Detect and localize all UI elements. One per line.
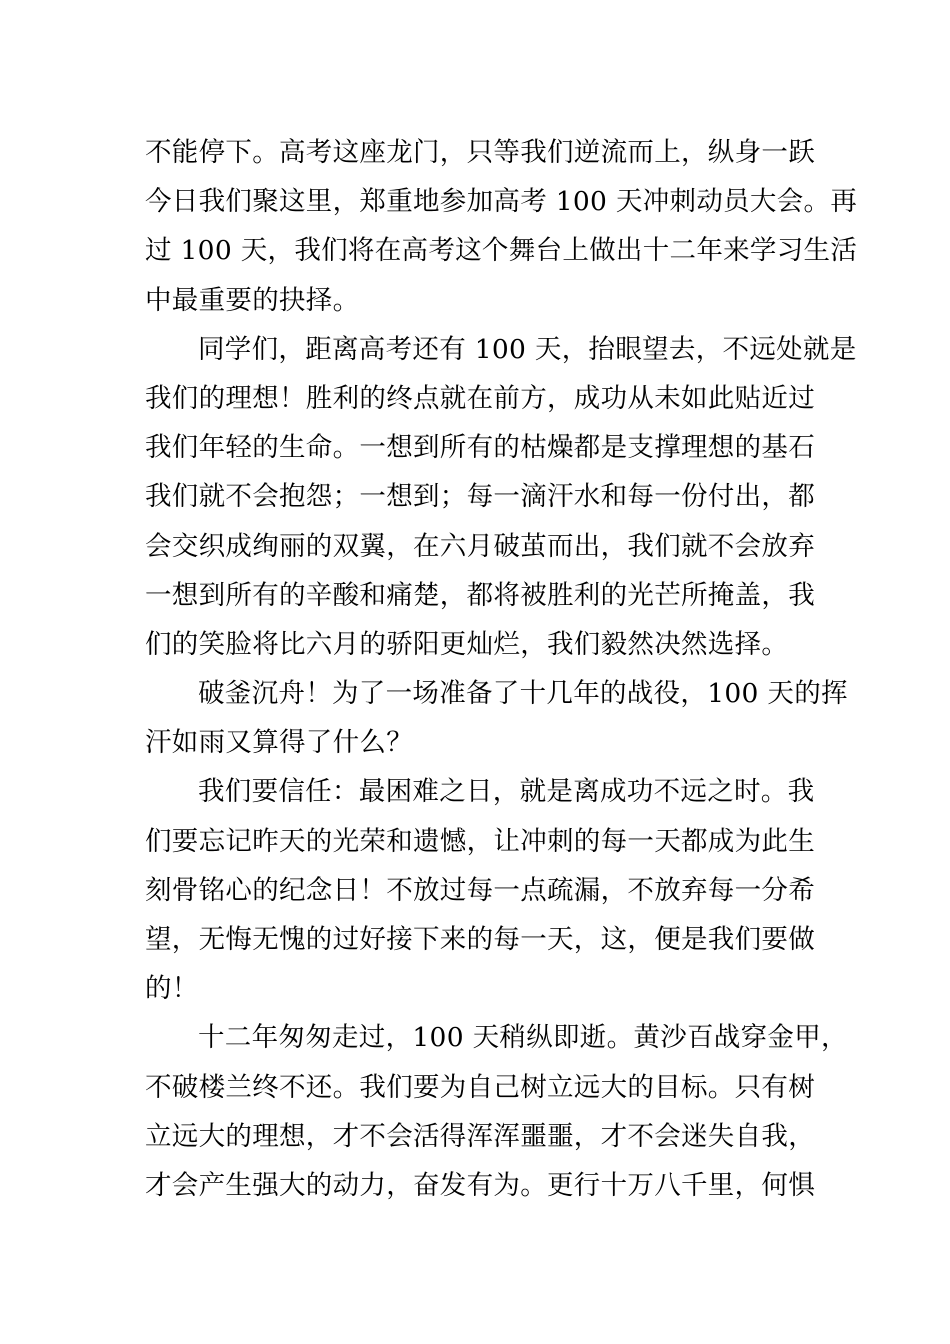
- text-line: 望，无悔无愧的过好接下来的每一天，这，便是我们要做: [145, 924, 815, 955]
- text-line: 过 100 天，我们将在高考这个舞台上做出十二年来学习生活: [145, 235, 858, 267]
- text-line: 才会产生强大的动力，奋发有为。更行十万八千里，何惧: [145, 1169, 815, 1201]
- text-line: 立远大的理想，才不会活得浑浑噩噩，才不会迷失自我，: [145, 1120, 815, 1152]
- text-line: 破釜沉舟！为了一场准备了十几年的战役，100 天的挥: [198, 678, 848, 710]
- text-line: 中最重要的抉择。: [145, 284, 360, 316]
- text-line: 今日我们聚这里，郑重地参加高考 100 天冲刺动员大会。再: [145, 186, 858, 218]
- document-body: [145, 128, 858, 1210]
- text-line: 刻骨铭心的纪念日！不放过每一点疏漏，不放弃每一分希: [145, 874, 815, 906]
- text-line: 的！: [145, 973, 199, 1005]
- text-line: 我们要信任：最困难之日，就是离成功不远之时。我: [198, 776, 815, 808]
- text-line: 不能停下。高考这座龙门，只等我们逆流而上，纵身一跃: [145, 137, 815, 168]
- text-line: 我们年轻的生命。一想到所有的枯燥都是支撑理想的基石: [145, 432, 815, 464]
- text-line: 我们的理想！胜利的终点就在前方，成功从未如此贴近过: [145, 382, 815, 414]
- text-line: 不破楼兰终不还。我们要为自己树立远大的目标。只有树: [145, 1071, 815, 1103]
- text-line: 我们就不会抱怨；一想到；每一滴汗水和每一份付出，都: [145, 481, 815, 513]
- text-line: 汗如雨又算得了什么？: [145, 727, 413, 759]
- text-line: 们要忘记昨天的光荣和遗憾，让冲刺的每一天都成为此生: [145, 825, 815, 857]
- text-line: 同学们，距离高考还有 100 天，抬眼望去，不远处就是: [198, 333, 857, 365]
- text-line: 会交织成绚丽的双翼，在六月破茧而出，我们就不会放弃: [145, 530, 815, 562]
- text-line: 十二年匆匆走过，100 天稍纵即逝。黄沙百战穿金甲，: [198, 1022, 848, 1054]
- text-line: 们的笑脸将比六月的骄阳更灿烂，我们毅然决然选择。: [145, 628, 789, 660]
- text-line: 一想到所有的辛酸和痛楚，都将被胜利的光芒所掩盖，我: [145, 579, 815, 611]
